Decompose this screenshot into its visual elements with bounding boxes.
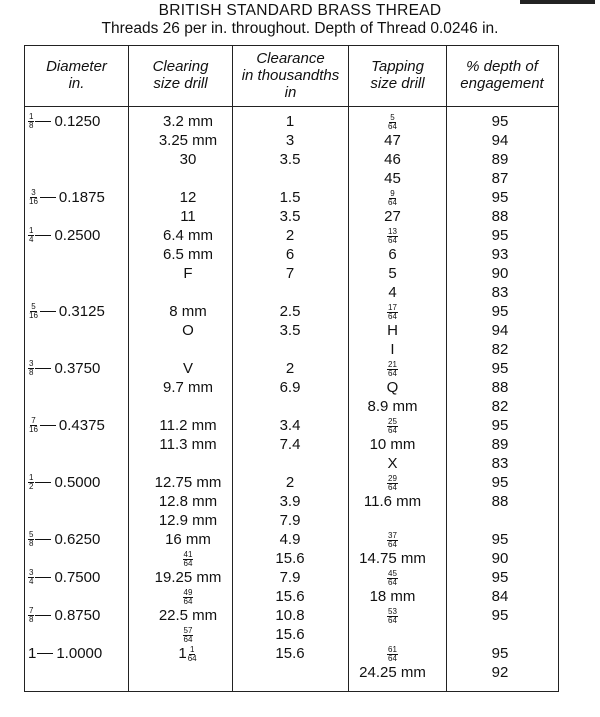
clearing-drill-cell: 3.2 mm — [162, 113, 213, 130]
tapping-drill-cell — [345, 112, 440, 131]
tapping-drill-cell: 8.9 mm — [367, 398, 418, 415]
tapping-drill-cell — [345, 606, 440, 625]
fraction-denominator: 16 — [29, 197, 38, 206]
tapping-drill-cell: 45 — [384, 170, 401, 187]
clearing-drill-cell: 11.3 mm — [159, 436, 217, 453]
fraction-numerator: 3 — [31, 188, 36, 197]
clearance-cell: 15.6 — [275, 550, 305, 567]
fraction — [28, 113, 34, 130]
tapping-drill-cell: 6 — [388, 246, 397, 263]
tapping-drill-cell: 27 — [384, 208, 401, 225]
table-row — [0, 435, 600, 454]
fraction-numerator: 49 — [183, 587, 193, 597]
clearing-drill-cell: 3.25 mm — [158, 132, 218, 149]
engagement-cell: 88 — [491, 379, 509, 396]
diameter-decimal: 0.7500 — [54, 569, 101, 586]
diameter-decimal: 0.1875 — [58, 189, 105, 206]
engagement-cell: 95 — [491, 113, 509, 130]
engagement-cell: 88 — [491, 208, 509, 225]
fraction-numerator: 41 — [183, 549, 193, 559]
clearing-drill-cell: 8 mm — [169, 303, 207, 320]
header-clearing — [129, 58, 232, 92]
fraction-numerator: 1 — [189, 644, 195, 654]
table-row — [0, 131, 600, 150]
diameter-decimal: 0.2500 — [54, 227, 101, 244]
clearance-cell: 3.5 — [279, 322, 301, 339]
clearance-cell: 10.8 — [275, 607, 305, 624]
fraction-numerator: 17 — [388, 302, 397, 312]
fraction-numerator: 5 — [29, 530, 34, 539]
fraction-denominator: 64 — [388, 121, 397, 131]
engagement-cell: 95 — [491, 474, 509, 491]
engagement-cell: 95 — [491, 360, 509, 377]
clearing-drill-cell: 9.7 mm — [162, 379, 213, 396]
table-row — [0, 169, 600, 188]
clearance-cell: 2 — [285, 474, 295, 491]
diameter-cell — [28, 188, 105, 207]
table-row — [0, 340, 600, 359]
leader-dash — [35, 482, 51, 483]
header-line: engagement — [460, 75, 544, 92]
clearance-cell: 2.5 — [279, 303, 301, 320]
clearing-drill-cell — [136, 644, 240, 663]
leader-dash — [35, 121, 51, 122]
fraction-numerator: 53 — [388, 606, 397, 616]
diameter-whole: 1 — [28, 645, 37, 662]
clearance-cell: 3.5 — [279, 208, 301, 225]
diameter-decimal: 1.0000 — [56, 645, 103, 662]
fraction — [28, 227, 34, 244]
fraction — [387, 532, 398, 549]
tapping-drill-cell — [345, 302, 440, 321]
tapping-drill-cell: 14.75 mm — [359, 550, 426, 567]
engagement-cell: 84 — [491, 588, 509, 605]
engagement-cell: 82 — [491, 398, 509, 415]
fraction-denominator: 16 — [29, 311, 38, 320]
tapping-drill-cell: 46 — [384, 151, 401, 168]
fraction — [28, 569, 34, 586]
table-row — [0, 511, 600, 530]
clearance-cell: 7 — [285, 265, 295, 282]
fraction-denominator: 64 — [388, 539, 397, 549]
header-line: Tapping — [371, 58, 424, 75]
table-row — [0, 644, 600, 663]
diameter-cell — [28, 644, 102, 663]
fraction-numerator: 45 — [388, 568, 397, 578]
fraction-denominator: 64 — [183, 634, 193, 644]
fraction — [28, 303, 39, 320]
fraction-numerator: 9 — [390, 188, 395, 198]
clearance-cell: 3.4 — [279, 417, 301, 434]
fraction-numerator: 5 — [31, 302, 36, 311]
clearing-drill-cell: 12 — [179, 189, 197, 206]
fraction-denominator: 64 — [183, 558, 193, 568]
clearing-drill-cell — [136, 625, 240, 644]
header-line: size drill — [153, 75, 208, 92]
clearing-drill-cell: 12.75 mm — [154, 474, 222, 491]
fraction — [387, 304, 398, 321]
leader-dash — [35, 577, 51, 578]
fraction-numerator: 3 — [29, 568, 34, 577]
fraction-denominator: 64 — [388, 311, 397, 321]
fraction — [28, 360, 34, 377]
table-row — [0, 378, 600, 397]
clearance-cell: 7.4 — [279, 436, 301, 453]
fraction-denominator: 64 — [187, 653, 197, 663]
table-row — [0, 568, 600, 587]
header-line: in — [284, 84, 297, 101]
tapping-drill-cell — [345, 530, 440, 549]
engagement-cell: 88 — [491, 493, 509, 510]
engagement-cell: 95 — [491, 189, 509, 206]
fraction — [387, 646, 398, 663]
clearing-drill-cell: 30 — [179, 151, 197, 168]
diameter-cell — [28, 416, 105, 435]
fraction — [387, 190, 398, 207]
clearing-drill-cell: 6.5 mm — [162, 246, 213, 263]
tapping-drill-cell — [345, 188, 440, 207]
header-line: in. — [68, 75, 85, 92]
clearing-drill-cell: 11.2 mm — [159, 417, 217, 434]
diameter-decimal: 0.8750 — [54, 607, 101, 624]
tapping-drill-cell: H — [387, 322, 398, 339]
fraction-numerator: 57 — [183, 625, 193, 635]
diameter-decimal: 0.4375 — [58, 417, 105, 434]
header-rule — [24, 106, 558, 107]
fraction — [28, 607, 34, 624]
leader-dash — [40, 311, 56, 312]
engagement-cell: 89 — [491, 151, 509, 168]
leader-dash — [40, 425, 56, 426]
engagement-cell: 83 — [491, 284, 509, 301]
diameter-cell — [28, 606, 100, 625]
leader-dash — [35, 235, 51, 236]
fraction-numerator: 3 — [29, 359, 34, 368]
clearance-cell: 6 — [285, 246, 295, 263]
clearance-cell: 1.5 — [279, 189, 301, 206]
fraction-denominator: 64 — [388, 235, 397, 245]
fraction — [183, 627, 194, 644]
fraction — [187, 646, 198, 663]
fraction-numerator: 1 — [29, 112, 34, 121]
clearance-cell: 15.6 — [275, 626, 305, 643]
table-row — [0, 245, 600, 264]
tapping-drill-cell: Q — [386, 379, 399, 396]
engagement-cell: 82 — [491, 341, 509, 358]
table-row — [0, 416, 600, 435]
fraction-numerator: 29 — [388, 473, 397, 483]
table-subtitle: Threads 26 per in. throughout. Depth of Thread 0.0246 in. — [101, 20, 499, 37]
fraction-numerator: 13 — [388, 226, 397, 236]
clearing-drill-cell: 11 — [180, 208, 196, 225]
fraction-denominator: 64 — [183, 596, 193, 606]
engagement-cell: 95 — [491, 645, 509, 662]
clearance-cell: 15.6 — [275, 588, 305, 605]
engagement-cell: 87 — [491, 170, 509, 187]
engagement-cell: 95 — [491, 607, 509, 624]
clearance-cell: 2 — [285, 360, 295, 377]
engagement-cell: 95 — [491, 531, 509, 548]
table-row — [0, 587, 600, 606]
fraction — [183, 551, 194, 568]
table-row — [0, 397, 600, 416]
clearance-cell: 4.9 — [279, 531, 301, 548]
clearing-drill-cell: O — [182, 322, 194, 339]
fraction — [387, 570, 398, 587]
engagement-cell: 94 — [491, 322, 509, 339]
fraction-denominator: 64 — [388, 615, 397, 625]
tapping-drill-cell: 11.6 mm — [363, 493, 422, 510]
engagement-cell: 95 — [491, 227, 509, 244]
table-title: BRITISH STANDARD BRASS THREAD — [158, 2, 442, 19]
clearing-drill-cell: 19.25 mm — [154, 569, 222, 586]
header-line: Diameter — [46, 58, 107, 75]
table-row — [0, 454, 600, 473]
clearing-drill-cell: 12.8 mm — [158, 493, 218, 510]
diameter-cell — [28, 302, 105, 321]
fraction-denominator: 8 — [29, 615, 34, 624]
engagement-cell: 90 — [491, 550, 509, 567]
fraction-numerator: 37 — [388, 530, 397, 540]
clearing-drill-cell: 12.9 mm — [158, 512, 218, 529]
fraction — [387, 475, 398, 492]
fraction-denominator: 4 — [29, 235, 34, 244]
fraction-numerator: 25 — [388, 416, 397, 426]
table-row — [0, 549, 600, 568]
clearing-drill-cell: 6.4 mm — [162, 227, 213, 244]
engagement-cell: 89 — [491, 436, 509, 453]
diameter-cell — [28, 226, 100, 245]
diameter-decimal: 0.1250 — [54, 113, 101, 130]
tapping-drill-cell: I — [390, 341, 395, 358]
table-row — [0, 112, 600, 131]
table-row — [0, 226, 600, 245]
table-row — [0, 359, 600, 378]
tapping-drill-cell — [345, 568, 440, 587]
fraction — [387, 418, 398, 435]
clearing-drill-cell: 22.5 mm — [158, 607, 218, 624]
fraction-denominator: 64 — [388, 482, 397, 492]
fraction-denominator: 64 — [388, 197, 397, 207]
engagement-cell: 92 — [491, 664, 509, 681]
engagement-cell: 95 — [491, 417, 509, 434]
engagement-cell: 90 — [491, 265, 509, 282]
clearance-cell: 3.5 — [279, 151, 301, 168]
engagement-cell: 94 — [491, 132, 509, 149]
fraction-denominator: 64 — [388, 577, 397, 587]
diameter-cell — [28, 473, 100, 492]
clearance-cell: 15.6 — [275, 645, 305, 662]
tapping-drill-cell — [345, 359, 440, 378]
whole-number: 1 — [178, 645, 187, 662]
clearance-cell: 2 — [285, 227, 295, 244]
tapping-drill-cell — [345, 473, 440, 492]
fraction — [387, 608, 398, 625]
fraction-numerator: 5 — [390, 112, 395, 122]
header-tapping — [349, 58, 446, 92]
diameter-cell — [28, 530, 100, 549]
table-row — [0, 302, 600, 321]
fraction — [28, 531, 34, 548]
diameter-decimal: 0.3750 — [54, 360, 101, 377]
clearance-cell: 7.9 — [279, 512, 301, 529]
table-row — [0, 321, 600, 340]
fraction-denominator: 4 — [29, 577, 34, 586]
fraction-numerator: 7 — [31, 416, 36, 425]
fraction-denominator: 64 — [388, 425, 397, 435]
clearing-drill-cell: 16 mm — [165, 531, 211, 548]
tapping-drill-cell: 18 mm — [369, 588, 416, 605]
header-diameter — [25, 58, 128, 92]
fraction — [387, 361, 398, 378]
clearance-cell: 3 — [285, 132, 295, 149]
fraction-denominator: 8 — [29, 368, 34, 377]
fraction-denominator: 64 — [388, 368, 397, 378]
engagement-cell: 93 — [491, 246, 509, 263]
table-row — [0, 663, 600, 682]
table-row — [0, 283, 600, 302]
fraction-denominator: 64 — [388, 653, 397, 663]
fraction-numerator: 1 — [29, 226, 34, 235]
header-line: % depth of — [466, 58, 538, 75]
engagement-cell: 95 — [491, 303, 509, 320]
clearing-drill-cell — [136, 587, 240, 606]
tapping-drill-cell: 10 mm — [369, 436, 416, 453]
clearance-cell: 1 — [285, 113, 295, 130]
tapping-drill-cell — [345, 644, 440, 663]
tapping-drill-cell: 4 — [388, 284, 397, 301]
header-clearance — [233, 50, 348, 101]
fraction — [387, 114, 398, 131]
tapping-drill-cell — [345, 416, 440, 435]
table-row — [0, 625, 600, 644]
diameter-cell — [28, 112, 100, 131]
header-line: Clearance — [256, 50, 325, 67]
tapping-drill-cell: X — [387, 455, 398, 472]
tapping-drill-cell: 24.25 mm — [359, 664, 426, 681]
fraction-numerator: 7 — [29, 606, 34, 615]
tapping-drill-cell: 5 — [388, 265, 397, 282]
clearing-drill-cell: F — [183, 265, 193, 282]
diameter-cell — [28, 359, 100, 378]
diameter-decimal: 0.5000 — [54, 474, 101, 491]
fraction — [183, 589, 194, 606]
diameter-cell — [28, 568, 100, 587]
table-row — [0, 606, 600, 625]
diameter-decimal: 0.3125 — [58, 303, 105, 320]
clearance-cell: 7.9 — [279, 569, 301, 586]
clearance-cell: 3.9 — [279, 493, 301, 510]
table-row — [0, 150, 600, 169]
header-depth — [447, 58, 557, 92]
engagement-cell: 83 — [491, 455, 509, 472]
fraction — [28, 474, 34, 491]
tapping-drill-cell: 47 — [384, 132, 401, 149]
fraction — [28, 417, 39, 434]
leader-dash — [35, 368, 51, 369]
fraction-denominator: 2 — [29, 482, 34, 491]
clearing-drill-cell: V — [182, 360, 193, 377]
leader-dash — [35, 539, 51, 540]
leader-dash — [35, 615, 51, 616]
leader-dash — [37, 653, 53, 654]
engagement-cell: 95 — [491, 569, 509, 586]
fraction-denominator: 8 — [29, 539, 34, 548]
fraction-numerator: 61 — [388, 644, 397, 654]
fraction — [28, 189, 39, 206]
tapping-drill-cell — [345, 226, 440, 245]
clearance-cell: 6.9 — [279, 379, 301, 396]
diameter-decimal: 0.6250 — [54, 531, 101, 548]
fraction-denominator: 16 — [29, 425, 38, 434]
fraction-numerator: 21 — [388, 359, 397, 369]
header-line: size drill — [370, 75, 425, 92]
table-row — [0, 530, 600, 549]
table-row — [0, 207, 600, 226]
fraction-denominator: 8 — [29, 121, 34, 130]
table-row — [0, 264, 600, 283]
fraction-numerator: 1 — [29, 473, 34, 482]
table-row — [0, 188, 600, 207]
clearing-drill-cell — [136, 549, 240, 568]
header-line: in thousandths — [241, 67, 340, 84]
table-row — [0, 492, 600, 511]
header-line: Clearing — [152, 58, 209, 75]
leader-dash — [40, 197, 56, 198]
table-row — [0, 473, 600, 492]
fraction — [387, 228, 398, 245]
